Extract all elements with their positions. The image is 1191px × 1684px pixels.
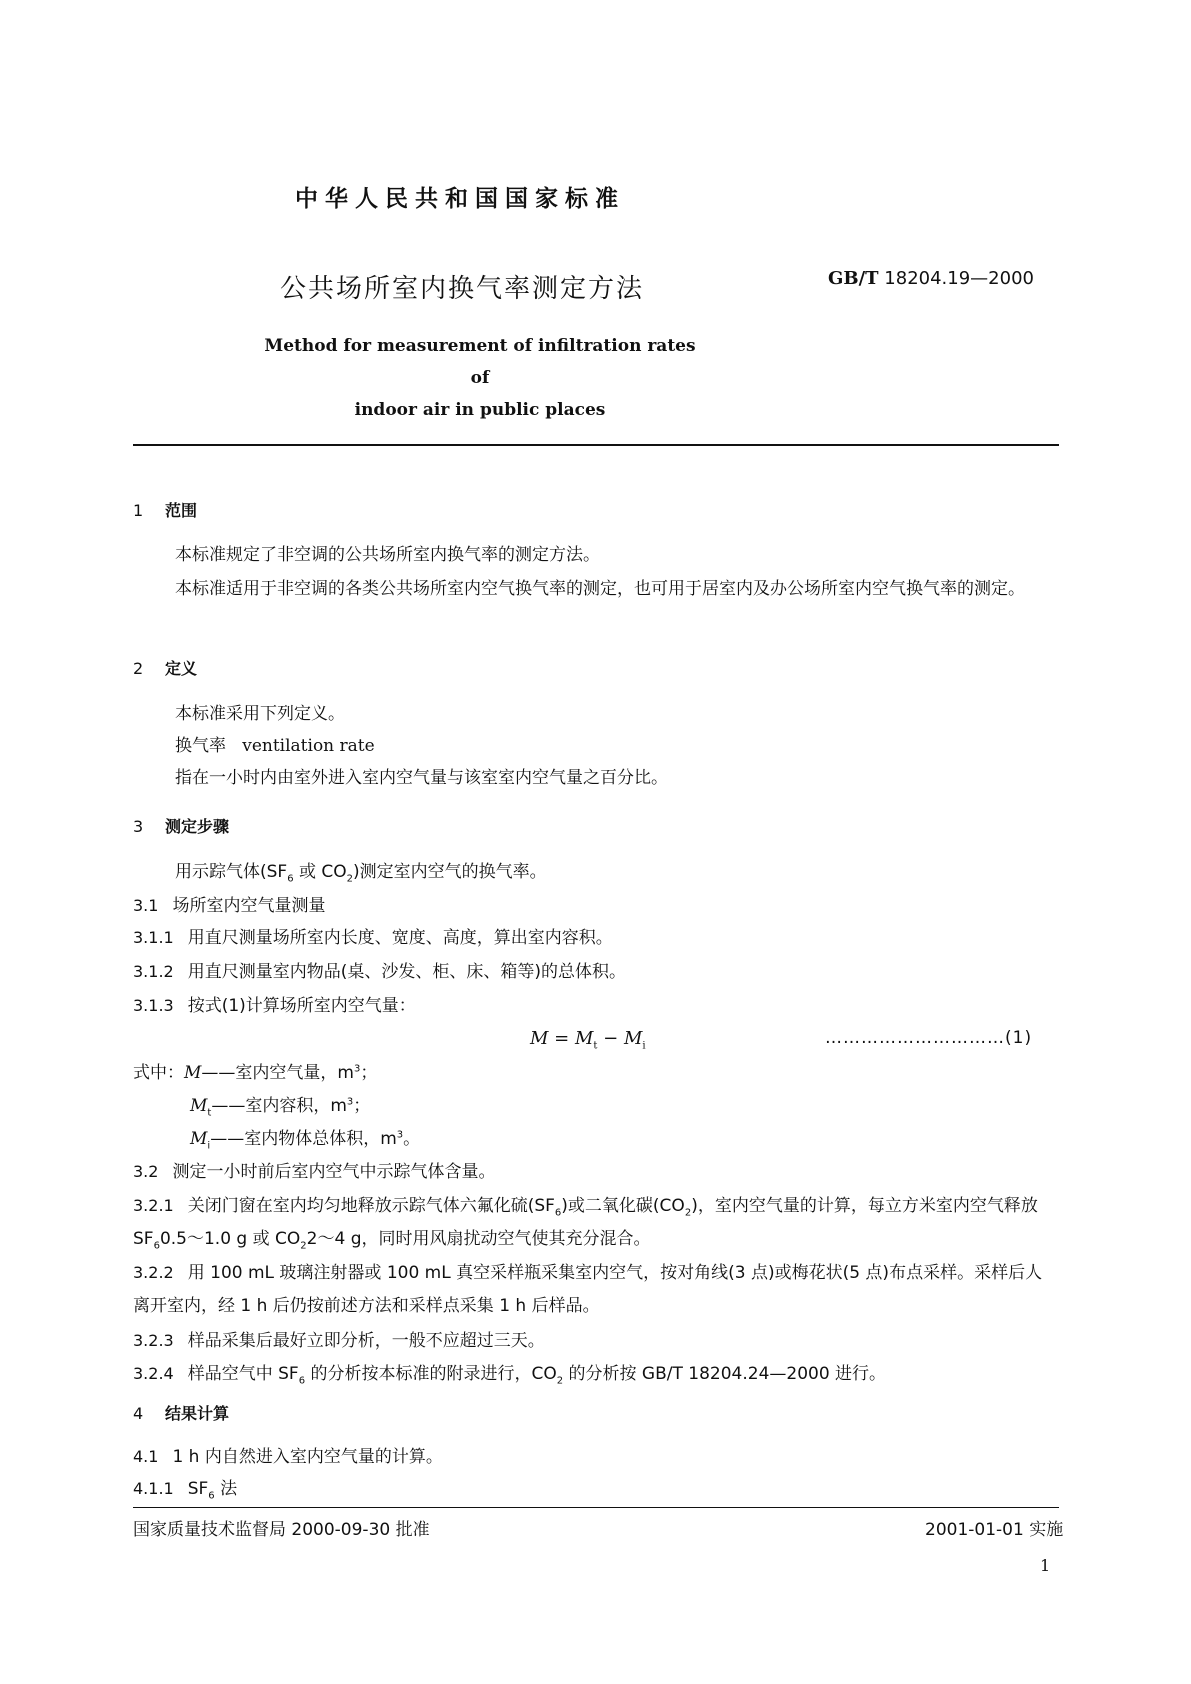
section-4-number: 4 [133,1404,144,1423]
term-zh: 换气率 [175,736,226,756]
where-2-semi: ； [353,1096,371,1116]
s1-paragraph-2: 本标准适用于非空调的各类公共场所室内空气换气率的测定，也可用于居室内及办公场所室内空气换气率的测定。 [175,579,1025,599]
clause-3-2-4-text-b: 的分析按本标准的附录进行，CO [305,1364,557,1384]
clause-3-2-3-text: 样品采集后最好立即分析，一般不应超过三天。 [187,1331,545,1351]
clause-3-2-1-sub-2: 2 [684,1207,692,1219]
clause-3-2-1-text-a: 关闭门窗在室内均匀地释放示踪气体六氟化硫(SF [187,1196,555,1216]
clause-4-1-text: 1 h 内自然进入室内空气量的计算。 [172,1447,443,1467]
s3-intro [175,862,547,885]
clause-3-2-1-text-e: 2～4 g，同时用风扇扰动空气使其充分混合。 [306,1229,651,1249]
clause-3-2-1-sub-1: 6 [554,1207,562,1219]
where-2-desc: ——室内容积，m [211,1096,347,1116]
s3-intro-text-c: )测定室内空气的换气率。 [353,862,547,882]
clause-3-1-text: 场所室内空气量测量 [172,896,326,916]
clause-4-1-1-number: 4.1.1 [133,1479,174,1498]
where-3-var: M [190,1129,208,1149]
english-title-line2: indoor air in public places [354,400,606,420]
clause-3-2-1-text-c: )，室内空气量的计算，每立方米室内空气释放 SF [133,1196,1038,1249]
s2-paragraph-1: 本标准采用下列定义。 [175,704,345,724]
section-2-heading [133,656,197,679]
clause-3-2-3-number: 3.2.3 [133,1331,174,1350]
clause-3-1-2 [133,962,626,982]
clause-4-1-number: 4.1 [133,1447,159,1466]
formula-sub-i: i [642,1040,646,1052]
clause-3-2-1-sub-3: 6 [153,1240,160,1252]
header-rule [133,444,1059,446]
where-1-sup: 3 [353,1063,361,1075]
issuer-line: 国家质量技术监督局 2000-09-30 批准 [133,1520,430,1540]
clause-3-1-number: 3.1 [133,896,159,915]
where-3-period: 。 [403,1129,421,1149]
where-line-2 [190,1096,371,1119]
clause-3-2-2-text: 用 100 mL 玻璃注射器或 100 mL 真空采样瓶采集室内空气，按对角线(3 点)或梅花状(5 点)布点采样。采样后人离开室内，经 1 h 后仍按前述方法和采样点采集 1 h 后样品。 [133,1263,1043,1316]
formula-sub-t: t [593,1040,598,1052]
section-3-heading [133,814,229,837]
clause-4-1-1-sub: 6 [208,1490,215,1502]
s3-intro-text-a: 用示踪气体(SF [175,862,288,882]
clause-3-2-number: 3.2 [133,1162,159,1181]
clause-3-1-3-number: 3.1.3 [133,996,174,1015]
clause-3-2-4-sub-2: 2 [556,1375,564,1387]
clause-3-2-4-text-c: 的分析按 GB/T 18204.24—2000 进行。 [563,1364,887,1384]
standard-code [828,268,1034,289]
s1-paragraph-1: 本标准规定了非空调的公共场所室内换气率的测定方法。 [175,545,600,565]
clause-3-2-4 [133,1364,887,1387]
equation-number: …………………………(1) [825,1028,1033,1048]
formula-mt: M [574,1028,594,1049]
section-4-title: 结果计算 [165,1404,230,1423]
where-prefix: 式中： [133,1063,184,1083]
english-title-line1: Method for measurement of infiltration rates of [264,336,696,388]
section-2-number: 2 [133,659,144,678]
clause-4-1 [133,1447,443,1467]
clause-3-2-1-text-d: 0.5～1.0 g 或 CO [159,1229,301,1249]
clause-3-1-1-text: 用直尺测量场所室内长度、宽度、高度，算出室内容积。 [187,928,613,948]
where-1-desc: ——室内空气量，m [201,1063,354,1083]
footer-rule [133,1507,1059,1508]
clause-3-2-2-number: 3.2.2 [133,1263,174,1282]
s2-definition: 指在一小时内由室外进入室内空气量与该室室内空气量之百分比。 [175,768,668,788]
where-3-sub: i [207,1140,211,1152]
where-1-semi: ； [360,1063,378,1083]
clause-3-1-3 [133,996,416,1016]
document-title: 公共场所室内换气率测定方法 [280,274,645,304]
section-4-heading [133,1401,229,1424]
formula-m: M [530,1028,549,1049]
term-en: ventilation rate [242,736,375,756]
clause-3-1-1 [133,928,613,948]
where-2-var: M [190,1096,208,1116]
clause-3-2 [133,1162,495,1182]
clause-3-1-1-number: 3.1.1 [133,928,174,947]
where-2-sub: t [207,1107,212,1119]
where-1-var: M [184,1063,202,1083]
formula-equals: = [548,1028,575,1049]
clause-3-1-2-number: 3.1.2 [133,962,174,981]
s2-term-line [175,736,375,756]
where-line-3 [190,1129,421,1152]
clause-3-1-2-text: 用直尺测量室内物品(桌、沙发、柜、床、箱等)的总体积。 [187,962,626,982]
section-1-number: 1 [133,501,144,520]
clause-3-2-2 [133,1256,1059,1323]
clause-3-2-1-number: 3.2.1 [133,1196,174,1215]
clause-4-1-1 [133,1479,238,1502]
clause-3-2-3 [133,1331,545,1351]
where-2-sup: 3 [346,1096,354,1108]
section-2-title: 定义 [165,659,198,678]
clause-3-2-1 [133,1189,1059,1256]
where-3-sup: 3 [396,1129,404,1141]
clause-3-2-4-text-a: 样品空气中 SF [187,1364,299,1384]
clause-3-1-3-text: 按式(1)计算场所室内空气量： [187,996,416,1016]
where-3-desc: ——室内物体总体积，m [210,1129,397,1149]
effective-date: 2001-01-01 实施 [925,1520,1064,1540]
clause-3-2-4-number: 3.2.4 [133,1364,174,1383]
section-1-heading [133,498,197,521]
clause-4-1-1-text-a: SF [187,1479,209,1499]
code-prefix: GB/T [828,268,879,289]
where-line-1 [133,1063,377,1083]
s3-intro-text-b: 或 CO [293,862,347,882]
clause-3-1 [133,896,325,916]
formula-1 [530,1028,646,1052]
section-3-title: 测定步骤 [165,817,230,836]
clause-3-2-1-text-b: )或二氧化碳(CO [561,1196,685,1216]
clause-3-2-text: 测定一小时前后室内空气中示踪气体含量。 [172,1162,496,1182]
clause-3-2-4-sub-1: 6 [298,1375,306,1387]
english-title [255,330,705,426]
s3-intro-sub-2: 2 [346,873,354,885]
page-number: 1 [1040,1556,1051,1575]
section-3-number: 3 [133,817,144,836]
formula-minus: − [597,1028,624,1049]
clause-3-2-1-sub-4: 2 [300,1240,307,1252]
s3-intro-sub-1: 6 [287,873,294,885]
standard-title: 中华人民共和国国家标准 [295,186,625,212]
section-1-title: 范围 [165,501,198,520]
formula-mi: M [623,1028,643,1049]
code-number: 18204.19—2000 [884,268,1034,289]
clause-4-1-1-text-b: 法 [214,1479,238,1499]
